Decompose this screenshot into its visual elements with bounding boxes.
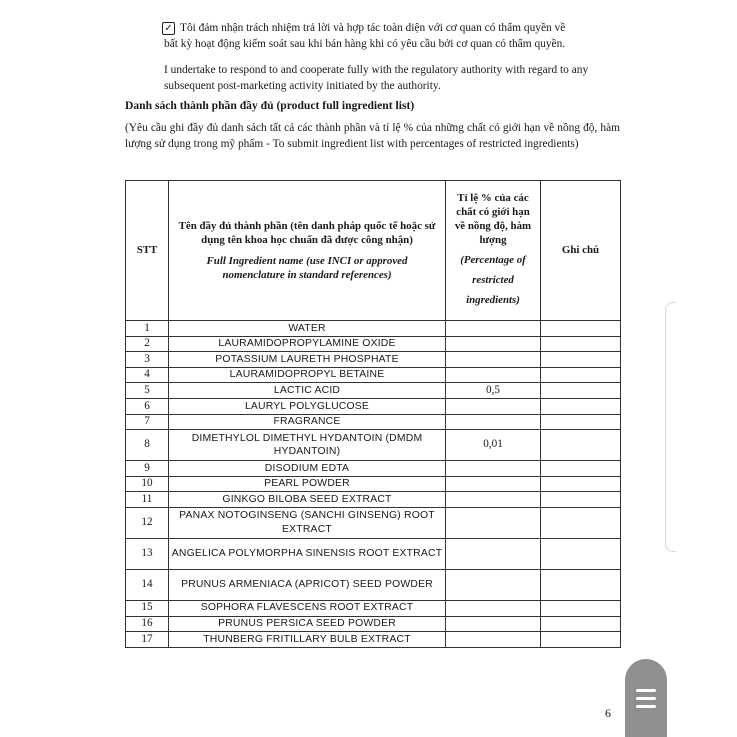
- header-pct-en: (Percentage of restricted ingredients): [460, 254, 526, 307]
- commitment-en: I undertake to respond to and cooperate fully with the regulatory authority with regard to any subsequent post-marketing activity initiated by the authority.: [164, 64, 589, 92]
- cell-stt: 8: [126, 430, 169, 461]
- table-row: [126, 569, 621, 600]
- cell-stt: 4: [126, 367, 169, 383]
- cell-pct: [446, 352, 541, 368]
- cell-note: [541, 616, 621, 632]
- header-stt: STT: [126, 181, 169, 321]
- cell-pct: 0,5: [446, 383, 541, 399]
- cell-note: [541, 600, 621, 616]
- cell-stt: 16: [126, 616, 169, 632]
- cell-name: POTASSIUM LAURETH PHOSPHATE: [169, 352, 446, 368]
- table-row: [126, 507, 621, 538]
- commitment-vi-line1: Tôi đảm nhận trách nhiệm trả lời và hợp tác toàn diện với cơ quan có thẩm quyền về: [180, 22, 566, 34]
- ingredient-table: [125, 180, 621, 648]
- cell-stt: 5: [126, 383, 169, 399]
- cell-name: THUNBERG FRITILLARY BULB EXTRACT: [169, 632, 446, 648]
- cell-note: [541, 476, 621, 492]
- cell-pct: [446, 616, 541, 632]
- header-ingredient-name: [169, 181, 446, 321]
- header-name-vi: Tên đầy đủ thành phần (tên danh pháp quốc tế hoặc sử dụng tên khoa học chuẩn đã được công nhận): [178, 220, 436, 247]
- cell-stt: 15: [126, 600, 169, 616]
- cell-name: ANGELICA POLYMORPHA SINENSIS ROOT EXTRACT: [169, 538, 446, 569]
- cell-note: [541, 383, 621, 399]
- cell-pct: [446, 476, 541, 492]
- cell-pct: [446, 321, 541, 337]
- cell-pct: [446, 600, 541, 616]
- cell-pct: 0,01: [446, 430, 541, 461]
- header-note: Ghi chú: [541, 181, 621, 321]
- table-row: [126, 492, 621, 508]
- table-row: [126, 538, 621, 569]
- cell-pct: [446, 336, 541, 352]
- table-row: [126, 461, 621, 477]
- section-heading: Danh sách thành phần đầy đủ (product full ingredient list): [125, 99, 415, 112]
- cell-note: [541, 538, 621, 569]
- header-pct-vi: Tỉ lệ % của các chất có giới hạn về nồng độ, hàm lượng: [454, 191, 532, 247]
- cell-name: SOPHORA FLAVESCENS ROOT EXTRACT: [169, 600, 446, 616]
- menu-button[interactable]: [625, 659, 667, 737]
- cell-name: FRAGRANCE: [169, 414, 446, 430]
- cell-name: PRUNUS ARMENIACA (APRICOT) SEED POWDER: [169, 569, 446, 600]
- table-row: [126, 352, 621, 368]
- cell-stt: 14: [126, 569, 169, 600]
- cell-name: DISODIUM EDTA: [169, 461, 446, 477]
- cell-pct: [446, 569, 541, 600]
- table-row: [126, 600, 621, 616]
- table-row: [126, 616, 621, 632]
- scrollbar[interactable]: [665, 302, 676, 552]
- cell-pct: [446, 507, 541, 538]
- cell-pct: [446, 492, 541, 508]
- commitment-vi-line2: bất kỳ hoạt động kiểm soát sau khi bán hàng khi có yêu cầu bởi cơ quan có thẩm quyền.: [164, 38, 566, 50]
- cell-name: LAURAMIDOPROPYL BETAINE: [169, 367, 446, 383]
- cell-note: [541, 336, 621, 352]
- cell-pct: [446, 632, 541, 648]
- cell-note: [541, 352, 621, 368]
- table-row: [126, 383, 621, 399]
- cell-name: LACTIC ACID: [169, 383, 446, 399]
- cell-name: PEARL POWDER: [169, 476, 446, 492]
- page-number: 6: [605, 706, 611, 720]
- table-row: [126, 367, 621, 383]
- cell-stt: 2: [126, 336, 169, 352]
- cell-stt: 10: [126, 476, 169, 492]
- cell-note: [541, 430, 621, 461]
- cell-name: LAURAMIDOPROPYLAMINE OXIDE: [169, 336, 446, 352]
- cell-note: [541, 632, 621, 648]
- cell-note: [541, 461, 621, 477]
- table-row: [126, 321, 621, 337]
- cell-name: DIMETHYLOL DIMETHYL HYDANTOIN (DMDM HYDANTOIN): [169, 430, 446, 461]
- cell-note: [541, 321, 621, 337]
- cell-stt: 11: [126, 492, 169, 508]
- cell-stt: 3: [126, 352, 169, 368]
- cell-name: GINKGO BILOBA SEED EXTRACT: [169, 492, 446, 508]
- table-row: [126, 632, 621, 648]
- table-row: [126, 430, 621, 461]
- cell-stt: 6: [126, 398, 169, 414]
- cell-stt: 7: [126, 414, 169, 430]
- cell-note: [541, 367, 621, 383]
- cell-note: [541, 398, 621, 414]
- table-row: [126, 336, 621, 352]
- cell-pct: [446, 367, 541, 383]
- header-percentage: [446, 181, 541, 321]
- cell-name: PANAX NOTOGINSENG (SANCHI GINSENG) ROOT EXTRACT: [169, 507, 446, 538]
- cell-stt: 9: [126, 461, 169, 477]
- cell-stt: 12: [126, 507, 169, 538]
- cell-note: [541, 569, 621, 600]
- cell-note: [541, 507, 621, 538]
- cell-name: WATER: [169, 321, 446, 337]
- header-name-en: Full Ingredient name (use INCI or approved nomenclature in standard references): [206, 254, 408, 281]
- table-row: [126, 398, 621, 414]
- cell-note: [541, 492, 621, 508]
- cell-stt: 17: [126, 632, 169, 648]
- cell-name: PRUNUS PERSICA SEED POWDER: [169, 616, 446, 632]
- table-row: [126, 476, 621, 492]
- checkbox-checked[interactable]: ✓: [162, 22, 175, 35]
- section-instruction: (Yêu cầu ghi đầy đủ danh sách tất cả các thành phần và tỉ lệ % của những chất có giới hạn về nồng độ, hàm lượng sử dụng trong mỹ phẩm - To submit ingredient list with percentages of restricted ingredients): [125, 122, 620, 150]
- cell-pct: [446, 538, 541, 569]
- cell-pct: [446, 414, 541, 430]
- table-row: [126, 414, 621, 430]
- cell-note: [541, 414, 621, 430]
- cell-stt: 1: [126, 321, 169, 337]
- cell-pct: [446, 461, 541, 477]
- cell-pct: [446, 398, 541, 414]
- cell-name: LAURYL POLYGLUCOSE: [169, 398, 446, 414]
- ingredient-rows: [126, 321, 621, 648]
- cell-stt: 13: [126, 538, 169, 569]
